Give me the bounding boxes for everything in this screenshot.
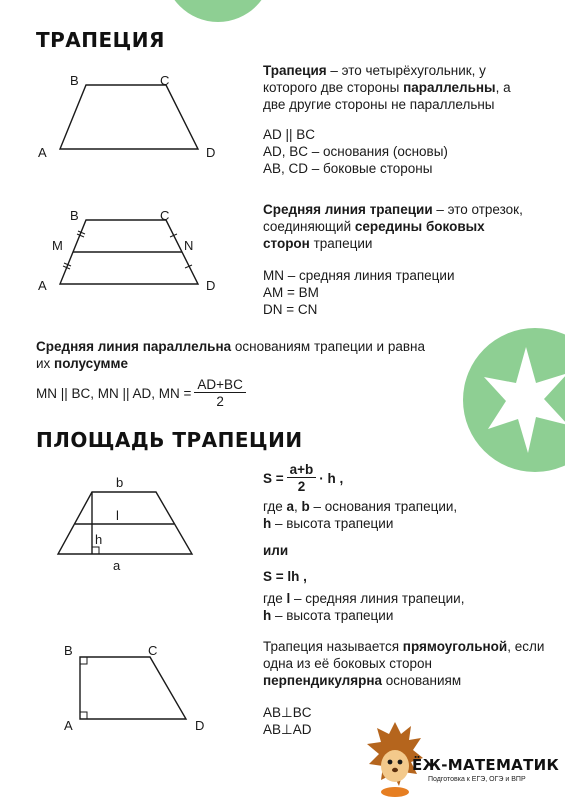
vertex-c-label: C <box>160 208 170 223</box>
right-green-blob <box>460 325 565 475</box>
height-h-label: h <box>95 532 103 547</box>
midline-l-label: l <box>116 508 119 523</box>
fact-bases: AD, BC – основания (основы) <box>263 144 448 159</box>
perpendicular-facts <box>263 704 312 738</box>
vertex-b-label: B <box>64 643 73 658</box>
vertex-a-label: A <box>38 145 47 160</box>
top-green-blob <box>160 0 280 40</box>
vertex-d-label: D <box>206 145 216 160</box>
fact-mn: MN – средняя линия трапеции <box>263 268 455 283</box>
midline-property: Средняя линия параллельна основаниям трапеции и равна их полусумме <box>36 339 425 371</box>
vertex-a-label: A <box>64 718 73 733</box>
fact-legs: AB, CD – боковые стороны <box>263 161 433 176</box>
fact-dn-cn: DN = CN <box>263 302 318 317</box>
trapezoid-figure <box>30 65 240 165</box>
area-formula-2: S = lh , <box>263 569 307 584</box>
right-trapezoid-definition: Трапеция называется прямоугольной, если одна из её боковых сторон перпендикулярна основаниям <box>263 639 545 688</box>
vertex-b-label: B <box>70 208 79 223</box>
right-trapezoid-figure <box>40 635 240 745</box>
logo-title: ЁЖ-МАТЕМАТИК <box>412 756 560 774</box>
midline-facts <box>263 267 455 318</box>
vertex-d-label: D <box>195 718 205 733</box>
section-title-trapezoid: ТРАПЕЦИЯ <box>36 28 165 52</box>
area-desc-2: где l – средняя линия трапеции, h – высота трапеции <box>263 591 465 623</box>
trapezoid-definition: Трапеция – это четырёхугольник, у которого две стороны параллельны, а две другие стороны не параллельны <box>263 63 511 112</box>
base-a-label: a <box>113 558 121 573</box>
area-formula-1: S = $\frac{a+b}{2}$ · h , <box>263 462 344 494</box>
vertex-c-label: C <box>160 73 170 88</box>
area-figure <box>40 470 240 580</box>
logo-subtitle: Подготовка к ЕГЭ, ОГЭ и ВПР <box>428 776 526 783</box>
area-desc-1: где a, b – основания трапеции, h – высота трапеции <box>263 499 458 531</box>
point-m-label: M <box>52 238 63 253</box>
fact-ab-perp-ad: AB⊥AD <box>263 722 312 737</box>
midline-definition: Средняя линия трапеции – это отрезок, соединяющий середины боковых сторон трапеции <box>263 202 523 251</box>
fact-parallel: AD || BC <box>263 127 316 142</box>
point-n-label: N <box>184 238 194 253</box>
vertex-d-label: D <box>206 278 216 293</box>
vertex-b-label: B <box>70 73 79 88</box>
vertex-c-label: C <box>148 643 158 658</box>
vertex-a-label: A <box>38 278 47 293</box>
midline-figure <box>30 200 240 300</box>
fact-ab-perp-bc: AB⊥BC <box>263 705 312 720</box>
trapezoid-facts <box>263 126 448 177</box>
base-b-label: b <box>116 475 124 490</box>
fact-am-bm: AM = BM <box>263 285 319 300</box>
midline-formula: MN || BC, MN || AD, MN = $\frac{AD+BC}{2}$ <box>36 377 249 409</box>
or-label: или <box>263 543 289 558</box>
section-title-area: ПЛОЩАДЬ ТРАПЕЦИИ <box>36 428 303 452</box>
